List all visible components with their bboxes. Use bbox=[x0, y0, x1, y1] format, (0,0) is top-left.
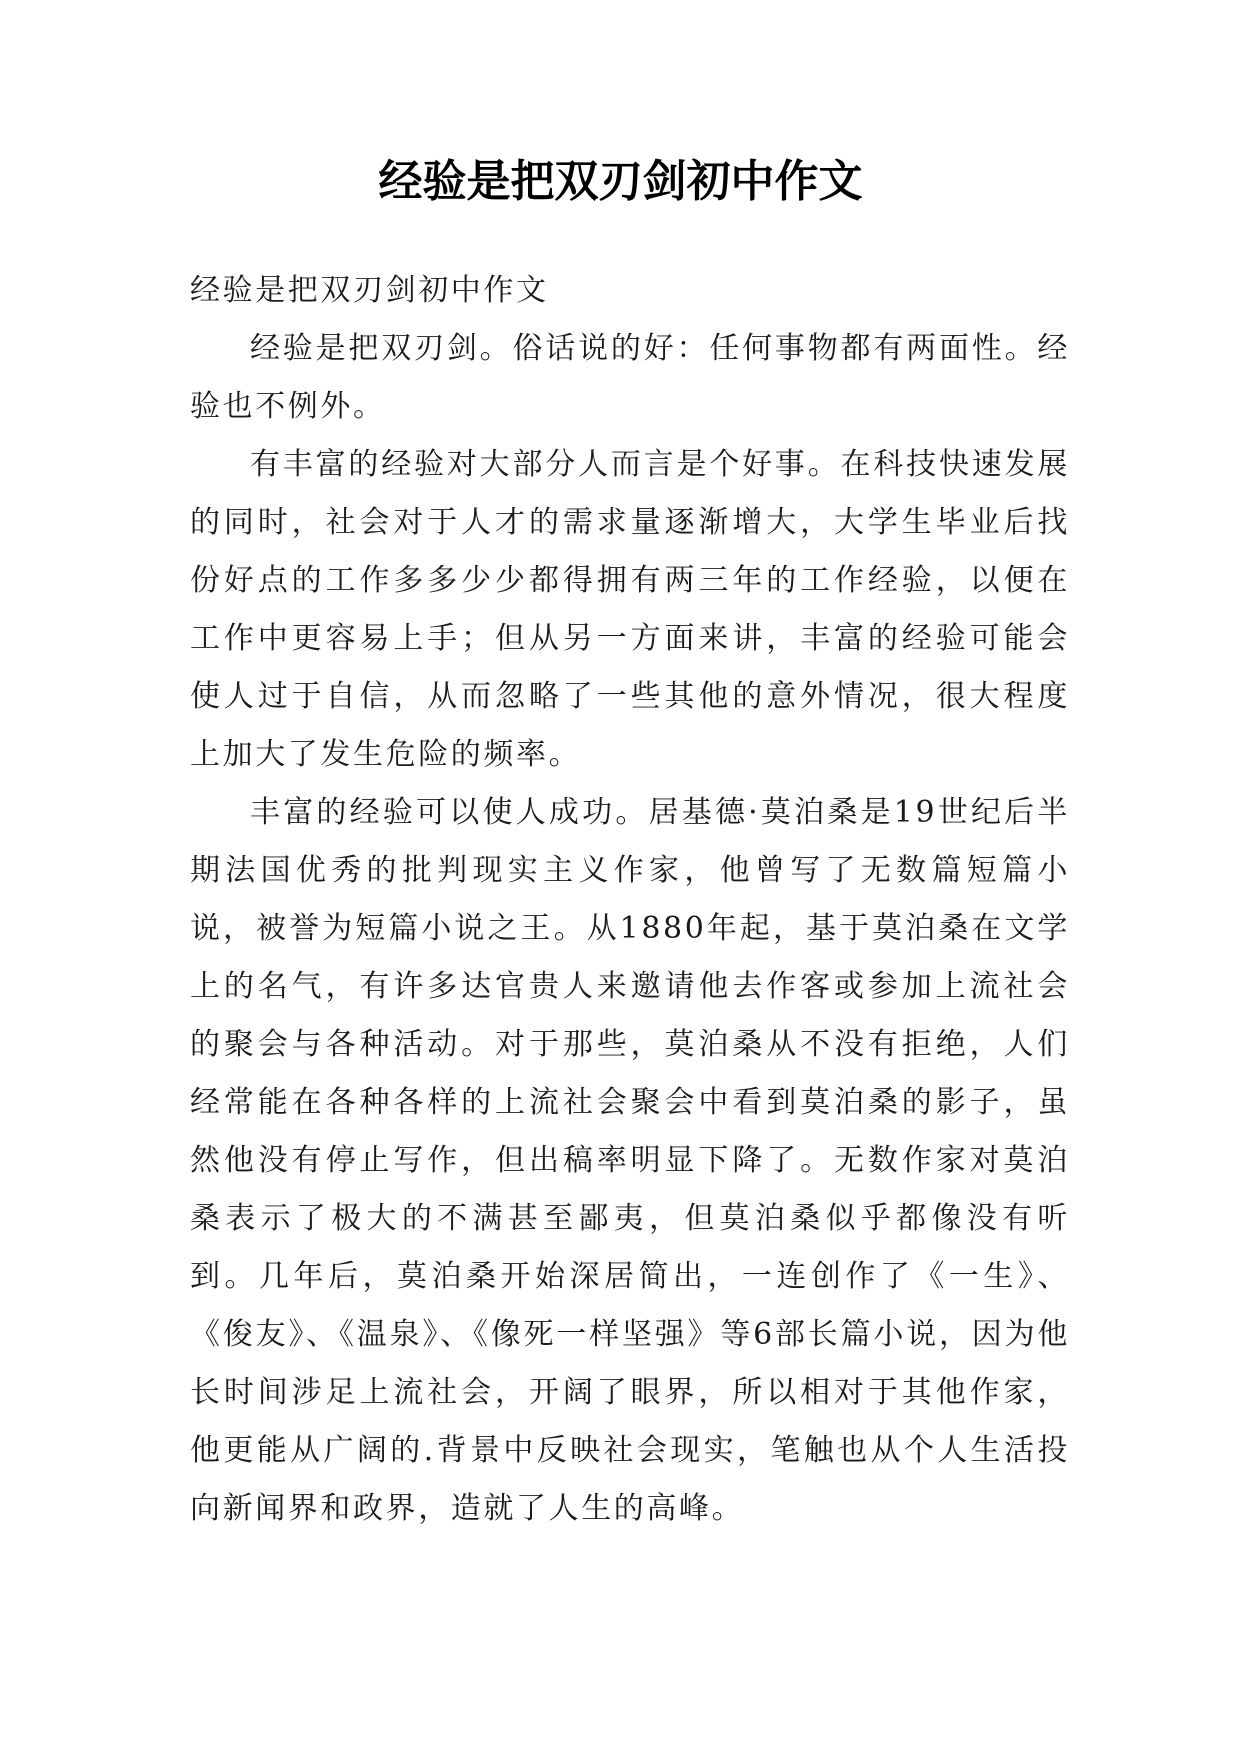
paragraph-1: 经验是把双刃剑。俗话说的好：任何事物都有两面性。经验也不例外。 bbox=[190, 331, 1070, 424]
page-title: 经验是把双刃剑初中作文 bbox=[378, 156, 863, 207]
article-subtitle: 经验是把双刃剑初中作文 bbox=[190, 273, 549, 308]
paragraph-3: 丰富的经验可以使人成功。居基德·莫泊桑是19世纪后半期法国优秀的批判现实主义作家，他曾写了无数篇短篇小说，被誉为短篇小说之王。从1880年起，基于莫泊桑在文学上的名气，有许多达官贵人来邀请他去作客或参加上流社会的聚会与各种活动。对于那些，莫泊桑从不没有拒绝，人们经常能在各种各样的上流社会聚会中看到莫泊桑的影子，虽然他没有停止写作，但出稿率明显下降了。无数作家对莫泊桑表示了极大的不满甚至鄙夷，但莫泊桑似乎都像没有听到。几年后，莫泊桑开始深居简出，一连创作了《一生》、《俊友》、《温泉》、《像死一样坚强》等6部长篇小说，因为他长时间涉足上流社会，开阔了眼界，所以相对于其他作家，他更能从广阔的.背景中反映社会现实，笔触也从个人生活投向新闻界和政界，造就了人生的高峰。 bbox=[190, 795, 1070, 1526]
paragraph-2: 有丰富的经验对大部分人而言是个好事。在科技快速发展的同时，社会对于人才的需求量逐渐增大，大学生毕业后找份好点的工作多多少少都得拥有两三年的工作经验，以便在工作中更容易上手；但从另一方面来讲，丰富的经验可能会使人过于自信，从而忽略了一些其他的意外情况，很大程度上加大了发生危险的频率。 bbox=[190, 447, 1070, 772]
article-body bbox=[190, 262, 1070, 1538]
